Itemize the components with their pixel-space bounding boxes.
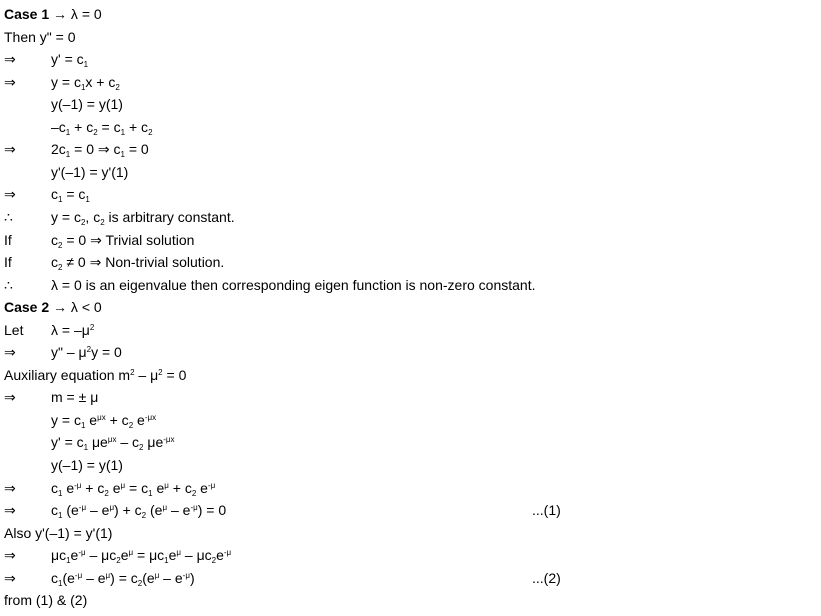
line-text: Case 2 → λ < 0 xyxy=(4,299,102,316)
line-expression: y'(–1) = y'(1) xyxy=(51,163,129,180)
line-expression: y(–1) = y(1) xyxy=(51,96,123,113)
line-expression: $c_1(e^{-\mu} - e^\mu) = c_2(e^\mu - e^{-\mu})$ xyxy=(51,569,195,588)
line-lead-symbol: ⇒ xyxy=(4,141,16,158)
line-lead-symbol: ⇒ xyxy=(4,569,16,586)
line-expression: $-c_1 + c_2 = c_1 + c_2$ xyxy=(51,118,153,137)
line-expression: $y = c_2$, $c_2$ is arbitrary constant. xyxy=(51,208,235,227)
line-lead-symbol: ⇒ xyxy=(4,51,16,68)
line-expression: $2c_1 = 0$ ⇒ $c_1 = 0$ xyxy=(51,141,149,160)
line-lead-symbol: ⇒ xyxy=(4,186,16,203)
line-expression: y" – $\mu^2y = 0$ xyxy=(51,344,122,361)
equation-number: ...(1) xyxy=(532,502,561,519)
line-expression: $\lambda = -\mu^2$ xyxy=(51,321,95,338)
line-lead-symbol: ⇒ xyxy=(4,502,16,519)
line-lead-symbol: ⇒ xyxy=(4,389,16,406)
line-text: Case 1 → λ = 0 xyxy=(4,6,102,22)
line-text: Also y'(–1) = y'(1) xyxy=(4,524,113,541)
line-expression: $y = c_1x + c_2$ xyxy=(51,73,120,92)
line-lead-symbol: ∴ xyxy=(4,276,13,293)
line-text: Then y" = 0 xyxy=(4,28,76,45)
line-expression: λ = 0 is an eigenvalue then corresponding eigen function is non-zero constant. xyxy=(51,276,536,293)
line-lead-symbol: ⇒ xyxy=(4,344,16,361)
line-expression: $y = c_1$ $e^{\mu x} + c_2$ $e^{-\mu x}$ xyxy=(51,411,157,430)
line-lead-symbol: Let xyxy=(4,321,24,338)
line-lead-symbol: ⇒ xyxy=(4,73,16,90)
line-expression: $c_1 = c_1$ xyxy=(51,186,90,205)
equation-number: ...(2) xyxy=(532,569,561,586)
line-expression: $c_2 = 0$ ⇒ Trivial solution xyxy=(51,231,195,250)
line-expression: $\mu c_1e^{-\mu} - \mu c_2e^\mu = \mu c_1e^\mu - \mu c_2e^{-\mu}$ xyxy=(51,547,232,566)
line-lead-symbol: ⇒ xyxy=(4,479,16,496)
line-lead-symbol: If xyxy=(4,254,12,271)
line-expression: $y' = c_1$ $\mu e^{\mu x} - c_2$ $\mu e^{-\mu x}$ xyxy=(51,434,175,453)
line-expression: $y' = c_1$ xyxy=(51,51,89,70)
line-lead-symbol: ∴ xyxy=(4,208,13,225)
line-lead-symbol: ⇒ xyxy=(4,547,16,564)
line-expression: m = ± μ xyxy=(51,389,99,406)
line-expression: $c_1$ $(e^{-\mu} - e^\mu) + c_2$ $(e^\mu - e^{-\mu}) = 0$ xyxy=(51,502,227,521)
line-lead-symbol: If xyxy=(4,231,12,248)
line-expression: $c_2 \ne 0$ ⇒ Non-trivial solution. xyxy=(51,254,225,273)
line-expression: $c_1$ $e^{-\mu} + c_2$ $e^\mu = c_1$ $e^\mu + c_2$ $e^{-\mu}$ xyxy=(51,479,216,498)
line-expression: y(–1) = y(1) xyxy=(51,457,123,473)
line-text: from (1) & (2) xyxy=(4,592,88,609)
line-text: Auxiliary equation $m^2 - \mu^2 = 0$ xyxy=(4,366,187,383)
